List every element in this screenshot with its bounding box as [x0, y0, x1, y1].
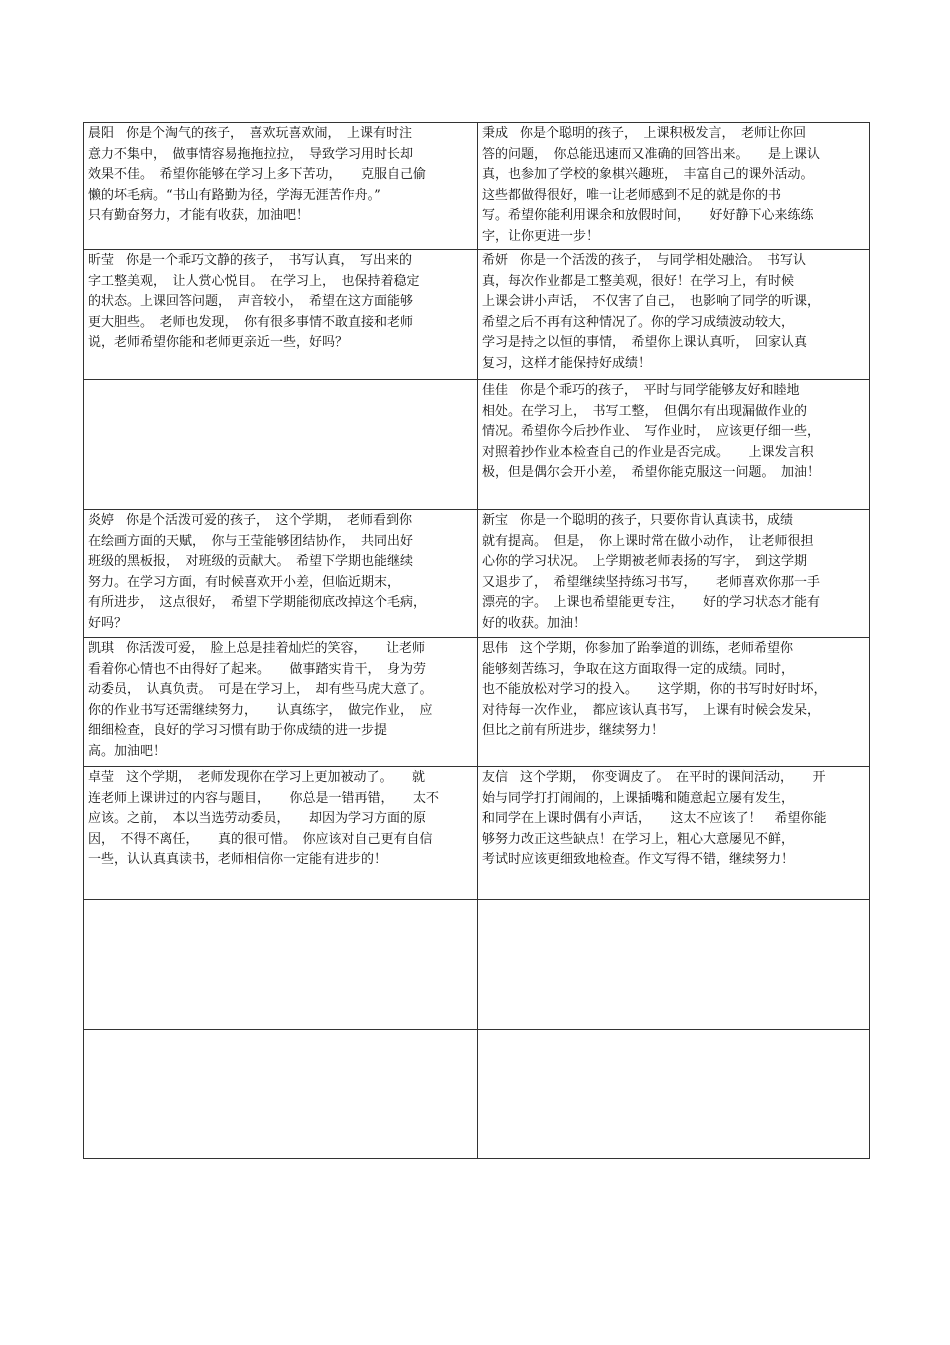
comment-line — [482, 639, 865, 660]
comment-line — [88, 206, 473, 227]
comment-text: 字，让你更进一步！ — [482, 228, 600, 244]
comment-text: 考试时应该更细致地检查。作文写得不错，继续努力！ — [482, 852, 795, 867]
comment-text: 学习是持之以恒的事情， 希望你上课认真听， 回家认真 — [482, 335, 808, 350]
comment-text: 努力。在学习方面，有时候喜欢开小差，但临近期末， — [88, 574, 401, 590]
comment-line — [482, 292, 865, 313]
comment-line — [88, 333, 473, 354]
comment-line — [482, 830, 865, 851]
comment-cell — [478, 250, 870, 380]
comment-cell — [478, 767, 870, 900]
comment-line — [88, 124, 473, 145]
comment-text: 你活泼可爱， 脸上总是挂着灿烂的笑容， 让老师 — [126, 641, 426, 656]
comment-cell — [84, 767, 478, 900]
comment-text: 希望之后不再有这种情况了。你的学习成绩波动较大， — [482, 314, 795, 330]
comment-text: 这个学期，你参加了跆拳道的训练，老师希望你 — [520, 641, 794, 656]
table-row — [84, 250, 870, 380]
comment-cell — [84, 638, 478, 767]
comment-text: 又退步了， 希望继续坚持练习书写， 老师喜欢你那一手 — [482, 574, 821, 590]
comment-line — [88, 768, 473, 789]
comment-text: 对待每一次作业， 都应该认真书写， 上课有时候会发呆， — [482, 702, 821, 718]
comment-text: 字工整美观， 让人赏心悦目。 在学习上， 也保持着稳定 — [88, 273, 420, 289]
comment-line — [482, 614, 865, 635]
comment-line — [482, 850, 865, 871]
comment-line — [88, 313, 473, 334]
comment-text: 上课会讲小声话， 不仅害了自己， 也影响了同学的听课， — [482, 294, 821, 309]
comment-line — [88, 639, 473, 660]
student-name: 新宝 — [482, 513, 509, 528]
comment-text: 懒的坏毛病。“书山有路勤为径，学海无涯苦作舟。” — [88, 187, 381, 203]
comment-cell — [84, 1030, 478, 1159]
comment-line — [88, 165, 473, 186]
comment-line — [88, 532, 473, 553]
comment-line — [482, 313, 865, 334]
comment-line — [482, 809, 865, 830]
comment-line — [482, 660, 865, 681]
comment-text: 能够刻苦练习，争取在这方面取得一定的成绩。同时， — [482, 661, 795, 677]
comment-line — [482, 701, 865, 722]
comment-line — [482, 422, 865, 443]
comment-text: 只有勤奋努力，才能有收获，加油吧！ — [88, 208, 310, 223]
comment-text: 心你的学习状况。 上学期被老师表扬的写字， 到这学期 — [482, 554, 808, 569]
comment-cell — [478, 510, 870, 638]
comment-text: 因， 不得不离任， 真的很可惜。 你应该对自己更有自信 — [88, 831, 433, 847]
comment-line — [482, 511, 865, 532]
comment-text: 动委员， 认真负责。 可是在学习上， 却有些马虎大意了。 — [88, 682, 433, 697]
comment-text: 写。希望你能利用课余和放假时间， 好好静下心来练练 — [482, 208, 814, 223]
comment-cell — [478, 900, 870, 1030]
comment-line — [88, 186, 473, 207]
comment-line — [482, 593, 865, 614]
comment-text: 意力不集中， 做事情容易拖拖拉拉， 导致学习用时长却 — [88, 146, 414, 162]
comment-line — [88, 251, 473, 272]
comment-cell — [478, 1030, 870, 1159]
comment-line — [88, 701, 473, 722]
comment-text: 你是个聪明的孩子， 上课积极发言， 老师让你回 — [520, 126, 807, 141]
comment-cell — [84, 250, 478, 380]
table-row — [84, 1030, 870, 1159]
comment-text: 这个学期， 老师发现你在学习上更加被动了。 就 — [126, 770, 426, 785]
comment-line — [88, 742, 473, 763]
comment-line — [88, 272, 473, 293]
comment-text: 但比之前有所进步，继续努力！ — [482, 723, 665, 738]
comment-text: 始与同学打打闹闹的，上课插嘴和随意起立屡有发生， — [482, 790, 795, 806]
student-name: 佳佳 — [482, 383, 509, 398]
comment-text: 漂亮的字。 上课也希望能更专注， 好的学习状态才能有 — [482, 595, 821, 610]
comment-text: 这些都做得很好，唯一让老师感到不足的就是你的书 — [482, 187, 782, 203]
student-name: 凯琪 — [88, 641, 115, 656]
comment-line — [482, 532, 865, 553]
student-name: 秉成 — [482, 126, 509, 141]
comment-line — [482, 333, 865, 354]
comment-text: 一些，认认真真读书，老师相信你一定能有进步的！ — [88, 852, 388, 867]
student-name: 希妍 — [482, 253, 509, 268]
table-row — [84, 900, 870, 1030]
comment-line — [88, 660, 473, 681]
comment-text: 你的作业书写还需继续努力， 认真练字， 做完作业， 应 — [88, 702, 433, 718]
comment-text: 在绘画方面的天赋， 你与王莹能够团结协作， 共同出好 — [88, 533, 414, 549]
comment-cell — [478, 380, 870, 510]
comment-text: 的状态。上课回答问题， 声音较小， 希望在这方面能够 — [88, 294, 414, 309]
comment-line — [482, 165, 865, 186]
student-name: 晨阳 — [88, 126, 115, 141]
comment-text: 更大胆些。 老师也发现， 你有很多事情不敢直接和老师 — [88, 314, 414, 330]
comment-line — [482, 124, 865, 145]
comment-text: 效果不佳。 希望你能够在学习上多下苦功， 克服自己偷 — [88, 167, 427, 182]
comment-line — [482, 463, 865, 484]
comment-line — [482, 186, 865, 207]
comment-line — [482, 443, 865, 464]
comment-line — [482, 145, 865, 166]
table-row — [84, 767, 870, 900]
comment-line — [88, 145, 473, 166]
comment-cell — [84, 510, 478, 638]
comment-line — [482, 272, 865, 293]
comment-line — [88, 830, 473, 851]
comment-line — [482, 227, 865, 248]
comment-line — [88, 552, 473, 573]
comment-text: 高。加油吧！ — [88, 743, 167, 759]
student-name: 思伟 — [482, 641, 509, 656]
comment-text: 有所进步， 这点很好， 希望下学期能彻底改掉这个毛病， — [88, 595, 427, 610]
comment-text: 连老师上课讲过的内容与题目， 你总是一错再错， 太不 — [88, 790, 440, 806]
comment-text: 好吗？ — [88, 615, 128, 631]
comment-line — [482, 381, 865, 402]
comment-text: 你是个淘气的孩子， 喜欢玩喜欢闹， 上课有时注 — [126, 126, 413, 141]
comment-cell — [84, 123, 478, 250]
comment-text: 好的收获。加油！ — [482, 615, 587, 631]
table-row — [84, 380, 870, 510]
comment-line — [482, 354, 865, 375]
comment-text: 答的问题， 你总能迅速而又准确的回答出来。 是上课认 — [482, 146, 821, 162]
comment-line — [88, 593, 473, 614]
comment-text: 对照着抄作业本检查自己的作业是否完成。 上课发言积 — [482, 444, 814, 460]
comment-text: 你是个乖巧的孩子， 平时与同学能够友好和睦地 — [520, 383, 800, 398]
comment-line — [482, 680, 865, 701]
comment-text: 够努力改正这些缺点！在学习上，粗心大意屡见不鲜， — [482, 831, 795, 847]
comment-text: 你是一个聪明的孩子，只要你肯认真读书，成绩 — [520, 513, 794, 528]
table-row — [84, 123, 870, 250]
table-row — [84, 510, 870, 638]
comment-line — [88, 789, 473, 810]
comment-text: 应该。之前， 本以当选劳动委员， 却因为学习方面的原 — [88, 811, 427, 826]
comment-cell — [84, 380, 478, 510]
comment-text: 也不能放松对学习的投入。 这学期，你的书写时好时坏， — [482, 682, 827, 697]
comment-text: 班级的黑板报， 对班级的贡献大。 希望下学期也能继续 — [88, 554, 414, 569]
student-name: 昕莹 — [88, 253, 115, 268]
comment-line — [88, 680, 473, 701]
comment-line — [482, 402, 865, 423]
comment-text: 说，老师希望你能和老师更亲近一些，好吗？ — [88, 335, 349, 350]
comment-line — [482, 789, 865, 810]
comment-line — [482, 251, 865, 272]
comment-line — [482, 552, 865, 573]
comment-line — [88, 721, 473, 742]
comment-line — [482, 768, 865, 789]
comment-cell — [84, 900, 478, 1030]
comment-line — [482, 573, 865, 594]
comment-text: 情况。希望你今后抄作业、 写作业时， 应该更仔细一些， — [482, 424, 821, 439]
comment-text: 看着你心情也不由得好了起来。 做事踏实肯干， 身为劳 — [88, 661, 427, 677]
comment-text: 极，但是偶尔会开小差， 希望你能克服这一问题。 加油！ — [482, 465, 821, 480]
student-name: 卓莹 — [88, 770, 115, 785]
comment-text: 真，也参加了学校的象棋兴趣班， 丰富自己的课外活动。 — [482, 167, 814, 182]
student-name: 炎婷 — [88, 513, 115, 528]
comment-text: 细细检查，良好的学习习惯有助于你成绩的进一步提 — [88, 723, 388, 738]
comment-text: 相处。在学习上， 书写工整， 但偶尔有出现漏做作业的 — [482, 403, 808, 419]
comment-text: 就有提高。 但是， 你上课时常在做小动作， 让老师很担 — [482, 533, 814, 549]
comment-line — [88, 292, 473, 313]
comment-text: 真，每次作业都是工整美观，很好！在学习上，有时候 — [482, 273, 795, 289]
comment-cell — [478, 123, 870, 250]
comment-text: 你是个活泼可爱的孩子， 这个学期， 老师看到你 — [126, 513, 413, 528]
table-row — [84, 638, 870, 767]
comment-table — [83, 122, 870, 1159]
comment-text: 这个学期， 你变调皮了。 在平时的课间活动， 开 — [520, 770, 826, 785]
comment-line — [88, 614, 473, 635]
comment-text: 和同学在上课时偶有小声话， 这太不应该了！ 希望你能 — [482, 811, 827, 826]
comment-text: 你是一个活泼的孩子， 与同学相处融洽。 书写认 — [520, 253, 807, 268]
comment-line — [88, 573, 473, 594]
comment-text: 复习，这样才能保持好成绩！ — [482, 355, 652, 371]
comment-line — [88, 850, 473, 871]
comment-text: 你是一个乖巧文静的孩子， 书写认真， 写出来的 — [126, 253, 413, 268]
comment-cell — [478, 638, 870, 767]
student-name: 友信 — [482, 770, 509, 785]
comment-line — [482, 721, 865, 742]
comment-line — [88, 511, 473, 532]
comment-line — [482, 206, 865, 227]
comment-line — [88, 809, 473, 830]
